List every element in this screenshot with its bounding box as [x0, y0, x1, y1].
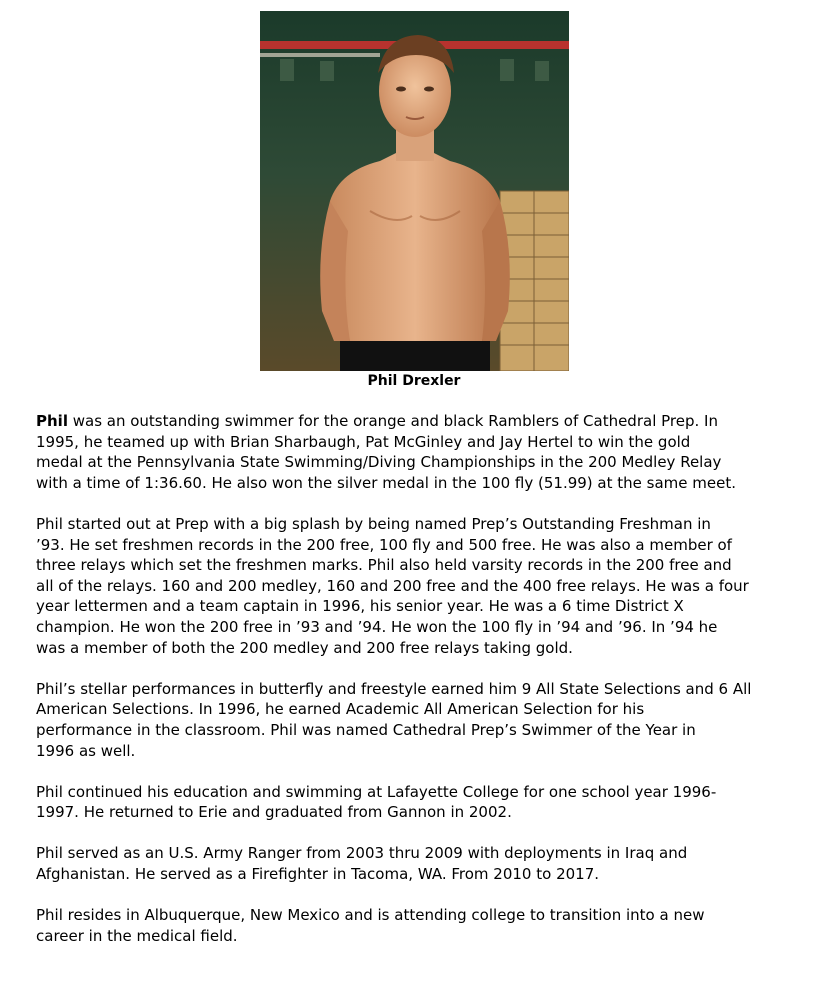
p1-line-2: 1995, he teamed up with Brian Sharbaugh, Pat McGinley and Jay Hertel to win the gold: [36, 432, 691, 451]
paragraph-5: [36, 843, 806, 884]
p1-line-4: with a time of 1:36.60. He also won the silver medal in the 100 fly (51.99) at the same meet.: [36, 473, 736, 492]
bold-lead-name: Phil: [36, 412, 68, 430]
portrait-photo: [260, 11, 569, 371]
p4-line-2: 1997. He returned to Erie and graduated from Gannon in 2002.: [36, 803, 512, 822]
paragraph-3: [36, 679, 806, 761]
paragraph-6: [36, 905, 806, 946]
p3-line-4: 1996 as well.: [36, 741, 136, 760]
p4-line-1: Phil continued his education and swimming at Lafayette College for one school year 1996-: [36, 782, 717, 801]
paragraph-2: [36, 514, 806, 658]
p1-line-3: medal at the Pennsylvania State Swimming/Diving Championships in the 200 Medley Relay: [36, 453, 722, 472]
p5-line-1: Phil served as an U.S. Army Ranger from 2003 thru 2009 with deployments in Iraq and: [36, 844, 688, 863]
p3-line-1: Phil’s stellar performances in butterfly and freestyle earned him 9 All State Selections and 6 All: [36, 679, 752, 698]
photo-caption: Phil Drexler: [367, 373, 461, 389]
p2-line-6: champion. He won the 200 free in ’93 and ’94. He won the 100 fly in ’94 and ’96. In ’94 he: [36, 617, 718, 636]
p2-line-3: three relays which set the freshmen marks. Phil also held varsity records in the 200 free and: [36, 556, 732, 575]
swimmer-portrait-image: [260, 11, 569, 371]
p6-line-2: career in the medical field.: [36, 926, 238, 945]
paragraph-4: [36, 782, 806, 823]
p2-line-2: ’93. He set freshmen records in the 200 free, 100 fly and 500 free. He was also a member of: [36, 535, 732, 554]
p3-line-3: performance in the classroom. Phil was named Cathedral Prep’s Swimmer of the Year in: [36, 720, 696, 739]
biography-text: [36, 411, 806, 967]
p5-line-2: Afghanistan. He served as a Firefighter in Tacoma, WA. From 2010 to 2017.: [36, 865, 600, 884]
paragraph-1: [36, 411, 806, 493]
p2-line-1: Phil started out at Prep with a big splash by being named Prep’s Outstanding Freshman in: [36, 514, 711, 533]
p2-line-5: year lettermen and a team captain in 1996, his senior year. He was a 6 time District X: [36, 597, 684, 616]
p2-line-4: all of the relays. 160 and 200 medley, 160 and 200 free and the 400 free relays. He was a four: [36, 576, 749, 595]
p1-line-1: was an outstanding swimmer for the orange and black Ramblers of Cathedral Prep. In: [67, 412, 718, 430]
p2-line-7: was a member of both the 200 medley and 200 free relays taking gold.: [36, 638, 573, 657]
p6-line-1: Phil resides in Albuquerque, New Mexico and is attending college to transition into a new: [36, 906, 705, 925]
p3-line-2: American Selections. In 1996, he earned Academic All American Selection for his: [36, 700, 645, 719]
